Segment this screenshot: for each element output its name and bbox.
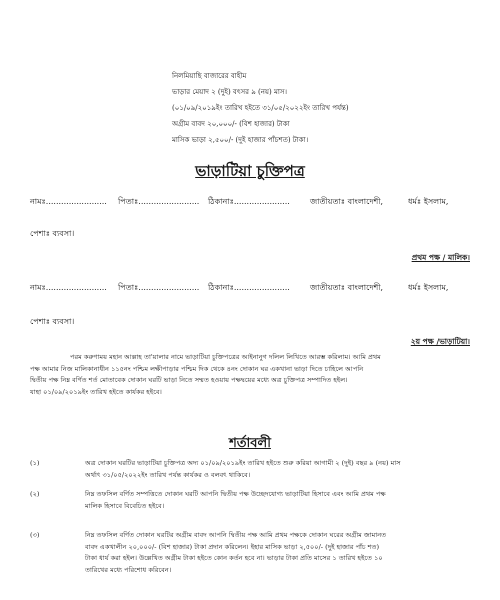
party2-father: পিতাঃ........................: [118, 283, 200, 292]
clause-line: নিম্ন তফসিল বর্ণিত সম্পত্তিতে দোকান ঘরটি আপনি দ্বিতীয় পক্ষ উচ্ছেদযোগ্য ভাড়াটিয়া হিসাবে এবং আমি প্রথম পক্ষ: [85, 490, 386, 498]
clause-line: নিম্ন তফসিল বর্ণিত দোকান ঘরটির অগ্রীম বাবদ আপনি দ্বিতীয় পক্ষ আমি প্রথম পক্ষকে দোকান ঘরের অগ্রীম জামানত: [85, 531, 387, 539]
clause-text: [85, 458, 470, 481]
clause-line: বাবদ একখালীন ২০,০০০/- (বিশ হাজার) টাকা প্রদান করিলেন। ইহার মাসিক ভাড়া ২,৫০০/- (দুই হাজার পাঁচ শত): [85, 542, 380, 551]
clause-text: [85, 489, 470, 512]
party2-address: ঠিকানাঃ......................: [208, 283, 290, 292]
header-line-rent: মাসিক ভাড়া ২,৫০০/- (দুই হাজার পাঁচশত) টাকা।: [172, 136, 309, 144]
clause-line: মালিক হিসাবে বিবেচিত হইবে।: [85, 501, 165, 510]
party2-role: ২য় পক্ষ /ভাড়াটিয়া।: [410, 337, 470, 346]
party1-address: ঠিকানাঃ......................: [208, 197, 290, 206]
clause-text: [85, 530, 470, 576]
party2-name: নামঃ........................: [30, 283, 107, 292]
intro-line: যাহা ০১/০৯/২০১৯ইং তারিখ হইতে কার্যকর হইবে।: [30, 387, 162, 396]
intro-line: দ্বিতীয় পক্ষ নিম্ন বর্ণিত শর্ত মোতাবেক দোকান ঘরটি ভাড়া নিতে সম্মত হওয়ায় পক্ষদ্বয়ের মধ্যে অত্র চুক্তিপত্র সম্পাদিত হইল।: [30, 376, 348, 384]
clause-line: টাকা ধার্য করা হইল। উল্লেখিত অগ্রীম টাকা হইতে কোন কর্তন হবে না। ভাড়ার টাকা প্রতি মাসের ১ তারিখ হইতে ১০: [85, 554, 383, 562]
clause-number: (৩): [30, 531, 40, 539]
party1-occupation: পেশাঃ ব্যবসা।: [30, 229, 75, 238]
party1-nationality: জাতীয়তাঃ বাংলাদেশী,: [310, 197, 384, 206]
intro-line: পরম করুণাময় মহান আল্লাহ তা'য়ালার নামে ভাড়াটিয়া চুক্তিপত্রের আইনানুগ দলিল লিখিতে আরম্ভ করিলাম। আমি প্রথম: [70, 353, 381, 361]
party1-religion: ধর্মঃ ইসলাম,: [408, 197, 449, 206]
intro-paragraph: [30, 352, 470, 398]
header-line-market: নিলমিয়াছি বাজারের বাহীম: [172, 72, 247, 80]
party1-role: প্রথম পক্ষ / মালিক।: [411, 253, 470, 262]
party2-religion: ধর্মঃ ইসলাম,: [408, 283, 449, 292]
terms-title: শর্তাবলী: [229, 436, 271, 451]
party1-father: পিতাঃ........................: [118, 197, 200, 206]
clause-line: তারিখের মধ্যে পরিশোধ করিবেন।: [85, 565, 172, 574]
party1-name: নামঃ........................: [30, 197, 107, 206]
clause-number: (২): [30, 490, 40, 498]
party2-occupation: পেশাঃ ব্যবসা।: [30, 317, 75, 326]
clause-line: অত্র দোকান ঘরটির ভাড়াটিয়া চুক্তিপত্র অদ্য ০১/০৯/২০১৯ইং তারিখ হইতে শুরু করিয়া আগামী ২ (দুই) বছর ৯ (নয়) মাস: [85, 459, 401, 467]
intro-line: পক্ষ আমার নিজ মালিকানাধীন ১১৫নং পশ্চিম লক্ষীপাড়ার পশ্চিম দিক থেকে ৪নং দোকান ঘর একখানা ভাড়া দিতে চাহিলে আপনি: [30, 364, 364, 373]
party2-nationality: জাতীয়তাঃ বাংলাদেশী,: [310, 283, 384, 292]
clause-number: (১): [30, 459, 40, 467]
header-line-period: (০১/০৯/২০১৯ইং তারিখ হইতে ৩১/০৫/২০২২ইং তারিখ পর্যন্ত): [172, 104, 349, 112]
header-line-tenure: ভাড়ার মেয়াদ ২ (দুই) বৎসর ৯ (নয়) মাস।: [172, 88, 288, 96]
header-line-advance: অগ্রীম বাবদ ২০,০০০/- (বিশ হাজার) টাকা: [172, 120, 290, 128]
document-title: ভাড়াটিয়া চুক্তিপত্র: [195, 162, 305, 180]
clause-line: অর্থাৎ ৩১/০৫/২০২২ইং তারিখ পর্যন্ত কার্যকর ও বলবৎ থাকিবে।: [85, 470, 251, 479]
